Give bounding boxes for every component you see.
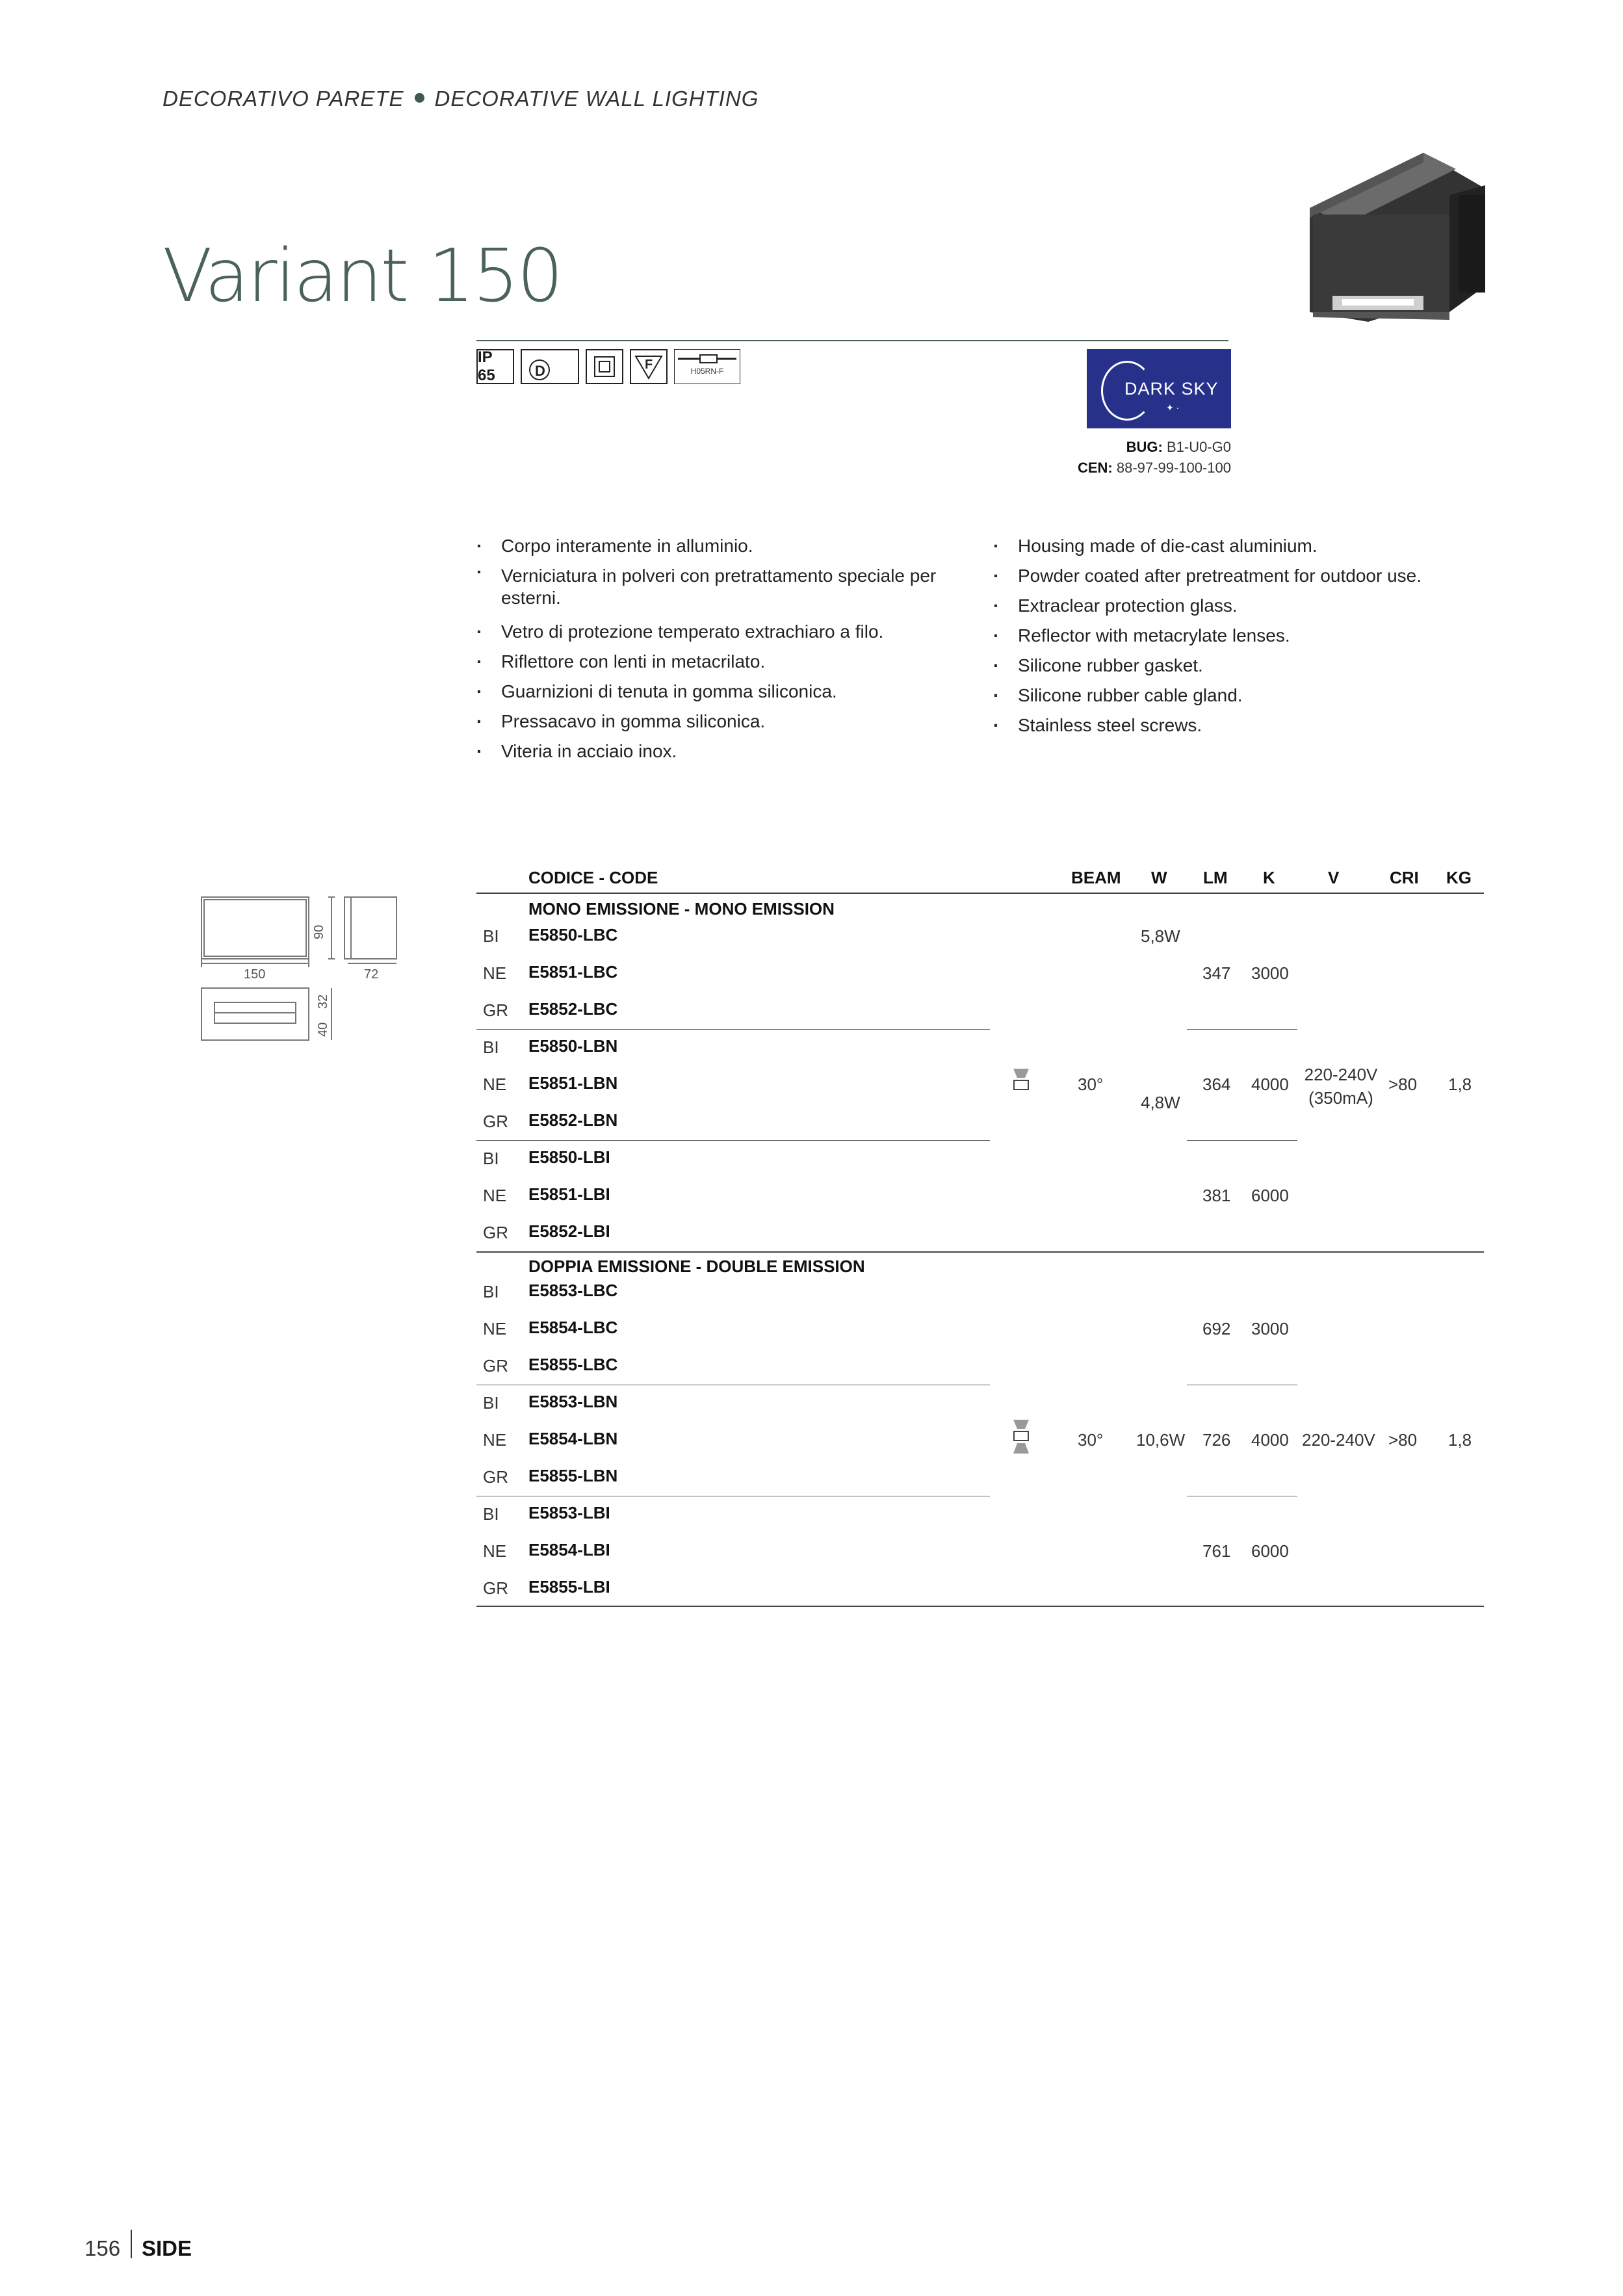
feature-en-item: · Extraclear protection glass.	[993, 591, 1461, 621]
mono-w-top: 5,8W	[1141, 926, 1180, 946]
header-v: V	[1328, 868, 1340, 887]
group-rule	[476, 1140, 990, 1141]
feature-it-item: · Verniciatura in polveri con pretrattamento speciale per esterni.	[476, 561, 944, 609]
row-color: BI	[483, 1037, 499, 1057]
row-color: BI	[483, 1393, 499, 1413]
feature-it-item: · Riflettore con lenti in metacrilato.	[476, 647, 944, 677]
feature-en-item: · Silicone rubber gasket.	[993, 651, 1461, 681]
feature-en-item: · Silicone rubber cable gland.	[993, 681, 1461, 711]
row-color: NE	[483, 1430, 507, 1450]
row-code: E5854-LBC	[528, 1318, 618, 1337]
double-emission-icon	[1008, 1417, 1034, 1463]
double-voltage: 220-240V	[1302, 1430, 1375, 1450]
row-color: GR	[483, 1223, 508, 1242]
row-color: BI	[483, 1149, 499, 1168]
row-color: GR	[483, 1467, 508, 1487]
header-cri: CRI	[1390, 868, 1419, 887]
double-lm: 761	[1202, 1541, 1231, 1561]
page-title: Variant 150	[162, 234, 562, 319]
dim-d2: 32	[316, 994, 330, 1009]
row-color: GR	[483, 1356, 508, 1376]
bullet-dot-icon	[415, 93, 424, 103]
row-color: BI	[483, 1504, 499, 1524]
cable-type-label: H05RN-F	[690, 367, 724, 376]
f-mark-letter: F	[645, 358, 653, 372]
features-en	[993, 531, 1461, 740]
row-color: NE	[483, 1319, 507, 1338]
row-code: E5852-LBC	[528, 999, 618, 1019]
double-beam: 30°	[1078, 1430, 1104, 1450]
feature-en-item: · Stainless steel screws.	[993, 711, 1461, 740]
f-mark-icon	[630, 349, 668, 384]
class-d-letter: D	[535, 363, 545, 379]
bug-value: B1-U0-G0	[1166, 439, 1231, 455]
row-code: E5852-LBI	[528, 1221, 610, 1241]
mono-lm: 381	[1202, 1186, 1231, 1205]
mono-voltage-line1: 220-240V	[1304, 1065, 1378, 1084]
row-code: E5851-LBI	[528, 1184, 610, 1204]
row-code: E5854-LBN	[528, 1429, 618, 1448]
dim-height: 90	[312, 924, 326, 939]
header-rule	[476, 893, 1484, 894]
double-kg: 1,8	[1448, 1430, 1472, 1450]
technical-drawing	[198, 891, 406, 1053]
section-header	[162, 86, 759, 111]
row-color: NE	[483, 963, 507, 983]
row-code: E5850-LBI	[528, 1147, 610, 1167]
feature-en-item: · Powder coated after pretreatment for outdoor use.	[993, 561, 1461, 591]
header-code: CODICE - CODE	[528, 868, 658, 887]
row-code: E5851-LBC	[528, 962, 618, 982]
mono-voltage-line2: (350mA)	[1308, 1088, 1373, 1108]
feature-it-item: · Guarnizioni di tenuta in gomma siliconica.	[476, 677, 944, 707]
mono-section-title: MONO EMISSIONE - MONO EMISSION	[528, 899, 835, 919]
bug-label: BUG:	[1126, 439, 1163, 455]
class-d-icon	[521, 349, 579, 384]
row-code: E5852-LBN	[528, 1110, 618, 1130]
dim-width: 150	[244, 967, 266, 982]
mono-cri: >80	[1388, 1075, 1418, 1094]
title-divider	[476, 340, 1228, 341]
page-number: 156	[84, 2236, 121, 2260]
row-code: E5853-LBN	[528, 1392, 618, 1411]
mono-beam: 30°	[1078, 1075, 1104, 1094]
cable-icon	[674, 349, 740, 384]
row-code: E5850-LBC	[528, 925, 618, 945]
row-color: GR	[483, 1578, 508, 1598]
cen-label: CEN:	[1077, 460, 1113, 476]
double-cri: >80	[1388, 1430, 1418, 1450]
k-rule	[1187, 1140, 1297, 1141]
double-insulation-icon	[586, 349, 623, 384]
row-color: GR	[483, 1000, 508, 1020]
mono-k: 4000	[1251, 1075, 1289, 1094]
row-code: E5854-LBI	[528, 1540, 610, 1559]
row-code: E5850-LBN	[528, 1036, 618, 1056]
row-color: NE	[483, 1541, 507, 1561]
double-w: 10,6W	[1136, 1430, 1186, 1450]
dim-depth: 72	[364, 967, 379, 982]
spec-table	[476, 868, 1484, 1609]
double-k: 4000	[1251, 1430, 1289, 1450]
certification-icons	[476, 349, 740, 388]
mono-emission-icon	[1008, 1066, 1034, 1099]
header-k: K	[1263, 868, 1275, 887]
section-title-en: DECORATIVE WALL LIGHTING	[434, 86, 759, 111]
double-k: 6000	[1251, 1541, 1289, 1561]
row-color: BI	[483, 926, 499, 946]
cen-value: 88-97-99-100-100	[1116, 460, 1231, 476]
double-lm: 692	[1202, 1319, 1231, 1338]
row-color: BI	[483, 1282, 499, 1301]
mono-w-mid: 4,8W	[1141, 1093, 1180, 1112]
section-title-it: DECORATIVO PARETE	[162, 86, 404, 111]
dim-d1: 40	[316, 1022, 330, 1037]
mono-kg: 1,8	[1448, 1075, 1472, 1094]
feature-en-item: · Reflector with metacrylate lenses.	[993, 621, 1461, 651]
mono-lm: 347	[1202, 963, 1231, 983]
group-rule	[476, 1029, 990, 1030]
mono-voltage	[1299, 1063, 1383, 1110]
mono-lm: 364	[1202, 1075, 1231, 1094]
mono-k: 6000	[1251, 1186, 1289, 1205]
product-photo	[1306, 150, 1488, 325]
row-color: GR	[483, 1112, 508, 1131]
row-code: E5853-LBC	[528, 1281, 618, 1300]
darksky-stars-icon: ✦ ·	[1166, 402, 1180, 413]
feature-it-item: · Pressacavo in gomma siliconica.	[476, 707, 944, 737]
row-code: E5855-LBN	[528, 1466, 618, 1485]
features-it	[476, 531, 944, 766]
row-code: E5855-LBI	[528, 1577, 610, 1597]
header-w: W	[1151, 868, 1167, 887]
bug-cen-info	[1040, 437, 1231, 478]
darksky-badge	[1087, 349, 1231, 428]
header-lm: LM	[1203, 868, 1228, 887]
section-rule	[476, 1251, 1484, 1253]
row-color: NE	[483, 1075, 507, 1094]
row-code: E5851-LBN	[528, 1073, 618, 1093]
row-code: E5853-LBI	[528, 1503, 610, 1522]
double-k: 3000	[1251, 1319, 1289, 1338]
row-code: E5855-LBC	[528, 1355, 618, 1374]
header-beam: BEAM	[1071, 868, 1121, 887]
double-section-title: DOPPIA EMISSIONE - DOUBLE EMISSION	[528, 1257, 865, 1276]
ip65-icon: IP 65	[476, 349, 514, 384]
feature-it-item: · Corpo interamente in alluminio.	[476, 531, 944, 561]
k-rule	[1187, 1029, 1297, 1030]
feature-it-item: · Vetro di protezione temperato extrachiaro a filo.	[476, 617, 944, 647]
header-kg: KG	[1446, 868, 1472, 887]
double-lm: 726	[1202, 1430, 1231, 1450]
brand-name: SIDE	[142, 2236, 192, 2260]
table-bottom-rule	[476, 1606, 1484, 1607]
row-color: NE	[483, 1186, 507, 1205]
mono-k: 3000	[1251, 963, 1289, 983]
darksky-label: DARK SKY	[1124, 379, 1219, 398]
feature-it-item: · Viteria in acciaio inox.	[476, 737, 944, 766]
feature-en-item: · Housing made of die-cast aluminium.	[993, 531, 1461, 561]
footer-divider	[131, 2230, 132, 2258]
